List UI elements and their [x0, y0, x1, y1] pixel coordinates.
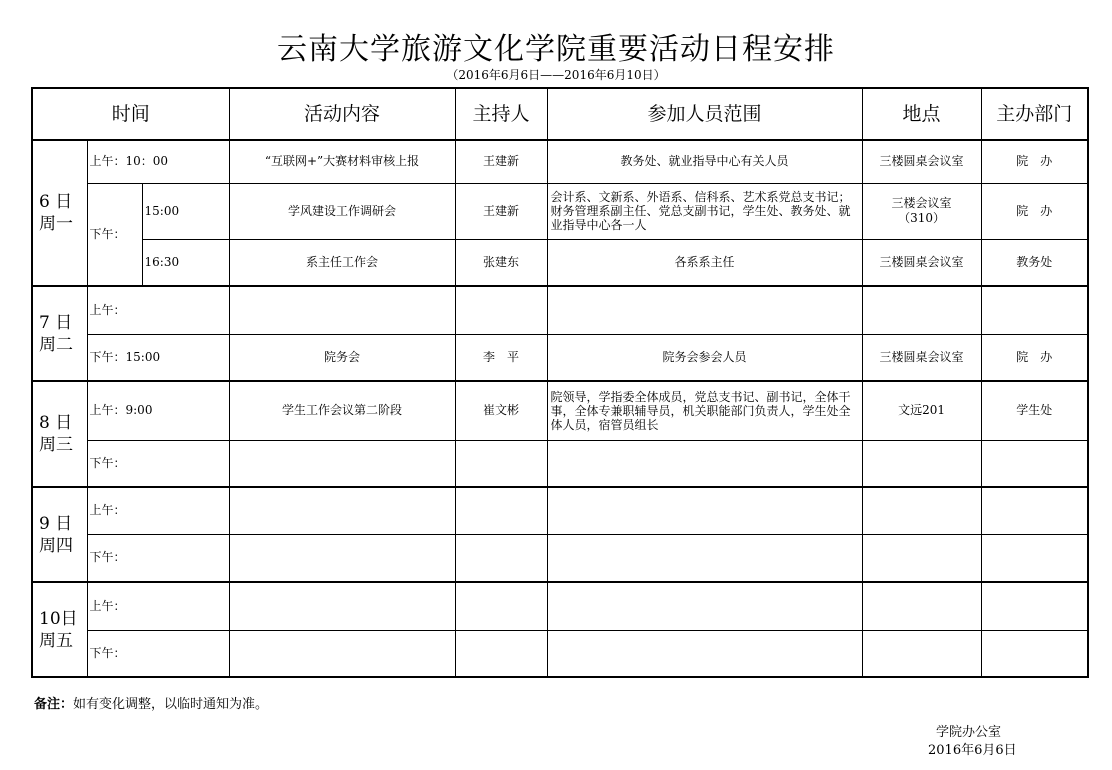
dept-cell: 院 办	[981, 183, 1088, 239]
host-cell	[455, 630, 547, 677]
time-cell: 16:30	[142, 239, 229, 286]
host-cell: 崔文彬	[455, 381, 547, 440]
table-row	[32, 140, 1088, 183]
day-cell	[32, 140, 87, 286]
host-cell	[455, 534, 547, 582]
content-cell	[229, 286, 455, 334]
time-label-cell: 下午：	[87, 183, 142, 286]
signature-office: 学院办公室	[936, 725, 1002, 740]
participants-cell	[547, 286, 862, 334]
participants-cell	[547, 630, 862, 677]
participants-cell	[547, 534, 862, 582]
dept-cell: 教务处	[981, 239, 1088, 286]
dept-cell: 学生处	[981, 381, 1088, 440]
time-cell: 下午：	[87, 630, 229, 677]
table-row	[32, 582, 1088, 630]
day-weekday: 周五	[39, 630, 73, 651]
date-range-subtitle: （2016年6月6日——2016年6月10日）	[446, 68, 666, 82]
host-cell	[455, 487, 547, 534]
day-weekday: 周三	[39, 435, 73, 455]
dept-cell	[981, 630, 1088, 677]
dept-cell: 院 办	[981, 334, 1088, 381]
day-date: 7 日	[39, 312, 73, 333]
content-cell: 系主任工作会	[229, 239, 455, 286]
time-cell: 下午：	[87, 440, 229, 487]
footnote	[34, 693, 268, 712]
location-cell	[862, 534, 981, 582]
location-cell	[862, 440, 981, 487]
content-cell	[229, 582, 455, 630]
table-row	[32, 534, 1088, 582]
day-weekday: 周一	[39, 214, 73, 234]
day-date: 8 日	[39, 413, 73, 433]
table-row	[32, 183, 1088, 239]
participants-cell: 教务处、就业指导中心有关人员	[547, 140, 862, 183]
header-time: 时间	[32, 88, 229, 140]
time-cell: 上午：	[87, 582, 229, 630]
location-cell: 三楼圆桌会议室	[862, 334, 981, 381]
content-cell	[229, 534, 455, 582]
dept-cell	[981, 286, 1088, 334]
time-cell: 15:00	[142, 183, 229, 239]
participants-cell	[547, 487, 862, 534]
header-dept: 主办部门	[981, 88, 1088, 140]
content-cell	[229, 487, 455, 534]
table-row	[32, 487, 1088, 534]
day-cell	[32, 487, 87, 582]
table-row	[32, 239, 1088, 286]
participants-cell: 院领导，学指委全体成员，党总支书记、副书记，全体干事，全体专兼职辅导员，机关职能部门负责人，学生处全体人员，宿管员组长	[547, 381, 862, 440]
participants-cell	[547, 582, 862, 630]
host-cell: 王建新	[455, 140, 547, 183]
day-date: 9 日	[39, 513, 73, 534]
location-cell: 三楼圆桌会议室	[862, 140, 981, 183]
content-cell: 院务会	[229, 334, 455, 381]
time-cell: 下午：15:00	[87, 334, 229, 381]
location-cell: 三楼圆桌会议室	[862, 239, 981, 286]
location-cell	[862, 286, 981, 334]
participants-cell	[547, 440, 862, 487]
location-cell: 三楼会议室（310）	[862, 183, 981, 239]
participants-cell: 会计系、文新系、外语系、信科系、艺术系党总支书记；财务管理系副主任、党总支副书记，学生处、教务处、就业指导中心各一人	[547, 183, 862, 239]
location-cell: 文远201	[862, 381, 981, 440]
day-weekday: 周四	[39, 535, 73, 556]
time-cell: 上午：	[87, 487, 229, 534]
schedule-table	[31, 87, 1089, 678]
time-cell: 上午：9:00	[87, 381, 229, 440]
dept-cell	[981, 534, 1088, 582]
time-cell: 上午：	[87, 286, 229, 334]
dept-cell: 院 办	[981, 140, 1088, 183]
content-cell	[229, 630, 455, 677]
content-cell	[229, 440, 455, 487]
header-content: 活动内容	[229, 88, 455, 140]
host-cell	[455, 440, 547, 487]
host-cell: 张建东	[455, 239, 547, 286]
table-row	[32, 630, 1088, 677]
dept-cell	[981, 440, 1088, 487]
footnote-text: 如有变化调整，以临时通知为准。	[73, 697, 269, 712]
header-location: 地点	[862, 88, 981, 140]
participants-cell: 各系系主任	[547, 239, 862, 286]
day-weekday: 周二	[39, 334, 73, 355]
table-row	[32, 334, 1088, 381]
table-row	[32, 286, 1088, 334]
header-row	[32, 88, 1088, 140]
day-cell	[32, 582, 87, 677]
day-date: 6 日	[39, 192, 73, 212]
signature-date: 2016年6月6日	[928, 743, 1017, 758]
day-cell	[32, 381, 87, 487]
location-cell	[862, 582, 981, 630]
footnote-label: 备注：	[34, 697, 74, 712]
header-host: 主持人	[455, 88, 547, 140]
location-cell	[862, 487, 981, 534]
header-participants: 参加人员范围	[547, 88, 862, 140]
time-cell: 上午：10：00	[87, 140, 229, 183]
location-cell	[862, 630, 981, 677]
content-cell: 学生工作会议第二阶段	[229, 381, 455, 440]
host-cell: 王建新	[455, 183, 547, 239]
host-cell	[455, 582, 547, 630]
table-row	[32, 381, 1088, 440]
day-date: 10日	[39, 608, 78, 629]
content-cell: 学风建设工作调研会	[229, 183, 455, 239]
table-row	[32, 440, 1088, 487]
day-cell	[32, 286, 87, 381]
host-cell	[455, 286, 547, 334]
host-cell: 李 平	[455, 334, 547, 381]
time-cell: 下午：	[87, 534, 229, 582]
content-cell: “互联网+”大赛材料审核上报	[229, 140, 455, 183]
dept-cell	[981, 487, 1088, 534]
participants-cell: 院务会参会人员	[547, 334, 862, 381]
page-title: 云南大学旅游文化学院重要活动日程安排	[277, 32, 835, 67]
dept-cell	[981, 582, 1088, 630]
